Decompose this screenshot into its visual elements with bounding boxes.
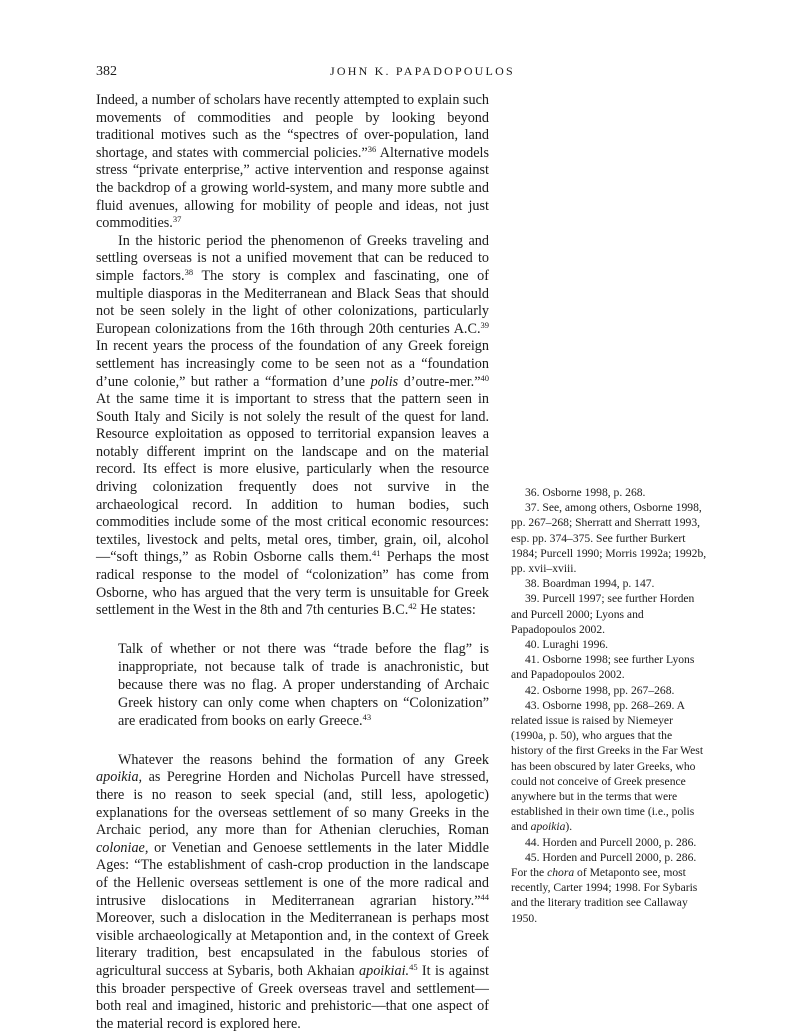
footnote-ref: 40 — [480, 372, 489, 383]
note-text: 41. Osborne 1998; see further Lyons and Papadopoulos 2002. — [511, 653, 695, 682]
main-text — [96, 92, 489, 1033]
footnotes-column — [511, 485, 707, 926]
note-text: 37. See, among others, Osborne 1998, pp. 267–268; Sherratt and Sherratt 1993, esp. pp. 374–375. See further Burkert 1984; Purcell 1990; Morris 1992a; 1992b, pp. xvii–xviii. — [511, 501, 707, 576]
note-text: 40. Luraghi 1996. — [525, 638, 609, 652]
italic-term: coloniae, — [96, 839, 149, 856]
italic-term: apoikia, — [96, 769, 143, 786]
paragraph-3 — [96, 752, 489, 1033]
footnote-40 — [511, 637, 707, 652]
paragraph-2 — [96, 233, 489, 620]
footnote-43 — [511, 698, 707, 835]
footnote-45 — [511, 850, 707, 926]
footnote-ref: 36 — [367, 143, 377, 154]
page-number: 382 — [96, 64, 117, 79]
note-text: of Metaponto see, most recently, Carter 1994; 1998. For Sybaris and the literary tradition see Callaway 1950. — [511, 866, 698, 925]
note-text: 44. Horden and Purcell 2000, p. 286. — [525, 835, 697, 849]
footnote-42 — [511, 683, 707, 698]
footnote-ref: 45 — [409, 961, 418, 972]
footnote-ref: 44 — [480, 891, 489, 902]
note-text: 42. Osborne 1998, pp. 267–268. — [525, 683, 675, 697]
text-run: or Venetian and Genoese settlements in the later Middle Ages: “The establishment of cash-crop production in the landscape of the Hellenic overseas settlement is one of the more radical and intrusive dislocations in Mediterranean agrarian history.” — [96, 839, 489, 909]
text-run: d’outre-mer.” — [398, 373, 481, 390]
footnote-ref: 37 — [172, 214, 182, 225]
text-run: Perhaps the most radical response to the model of “colonization” has come from Osborne, who has argued that the very term is unsuitable for Greek settlement in the West in the 8th and 7th centuries B.C. — [96, 549, 489, 619]
footnote-ref: 38 — [184, 266, 194, 277]
text-run: He states: — [416, 602, 476, 619]
text-run: as Peregrine Horden and Nicholas Purcell have stressed, there is no reason to seek special (and, still less, apologetic) explanations for the overseas settlement of so many Greeks in the Archaic period, any more than for Athenian cleruchies, Roman — [96, 769, 489, 839]
text-run: It is against this broader perspective of Greek overseas travel and settlement—both real and imagined, historic and prehistoric—that one aspect of the material record is explored here. — [96, 962, 489, 1032]
footnote-ref: 43 — [362, 711, 372, 722]
footnote-ref: 39 — [480, 319, 489, 330]
footnote-ref: 41 — [372, 548, 381, 559]
footnote-37 — [511, 500, 707, 576]
note-text: 45. Horden and Purcell 2000, p. 286. For the — [511, 850, 697, 880]
text-run: The story is complex and fascinating, one of multiple diasporas in the Mediterranean and Black Seas that should not be seen solely in the light of other colonizations, particularly European colonizations from the 16th through 20th centuries A.C. — [96, 267, 489, 337]
text-run: Indeed, a number of scholars have recently attempted to explain such movements of commodities and people by looking beyond traditional motives such as the “spectres of over-population, land shortage, and states with commercial policies.” — [96, 92, 489, 161]
footnote-38 — [511, 576, 707, 591]
footnote-39 — [511, 591, 707, 637]
footnote-41 — [511, 652, 707, 682]
italic-term: chora — [547, 866, 575, 880]
text-run: In recent years the process of the foundation of any Greek foreign settlement has increasingly come to be seen not as a “foundation d’une colonie,” but rather a “formation d’une — [96, 338, 489, 390]
note-text: 38. Boardman 1994, p. 147. — [525, 577, 655, 591]
footnote-ref: 42 — [408, 601, 417, 612]
footnote-44 — [511, 835, 707, 850]
italic-term: apoikiai. — [359, 962, 410, 979]
note-text: 36. Osborne 1998, p. 268. — [525, 486, 646, 499]
footnote-36 — [511, 485, 707, 500]
running-head: JOHN K. PAPADOPOULOS — [330, 64, 515, 78]
italic-term: apoikia — [530, 820, 566, 834]
text-run: At the same time it is important to stress that the pattern seen in South Italy and Sicily is not solely the result of the quest for land. Resource exploitation as opposed to territorial expansion leaves a notably different imprint on the landscape and on the material record. Its effect is more elusive, particularly when the resource driving colonization frequently does not survive in the archaeological record. In addition to human bodies, such commodities include some of the most critical economic resources: textiles, livestock and pelts, metal ores, timber, grain, oil, alcohol—“soft things,” as Robin Osborne calls them. — [96, 391, 489, 566]
text-run: In the historic period the phenomenon of Greeks traveling and settling overseas is not a unified movement that can be reduced to simple factors. — [96, 232, 489, 284]
note-text: 39. Purcell 1997; see further Horden and Purcell 2000; Lyons and Papadopoulos 2002. — [511, 592, 695, 636]
block-quote — [118, 640, 489, 730]
quote-text: Talk of whether or not there was “trade before the flag” is inappropriate, not because talk of trade is anachronistic, but because there was no flag. A proper understanding of Archaic Greek history can only come when chapters on “Colonization” are eradicated from books on early Greece. — [118, 640, 489, 729]
text-run: Alternative models stress “private enterprise,” active intervention and response against the backdrop of a growing world-system, and many more subtle and fluid avenues, allowing for mobility of people and ideas, not just commodities. — [96, 144, 489, 232]
text-run: Moreover, such a dislocation in the Mediterranean is perhaps most visible archaeologically at Metapontion and, in the context of Greek literary tradition, best encapsulated in the fabulous stories of agricultural success at Sybaris, both Akhaian — [96, 910, 489, 979]
text-run: Whatever the reasons behind the formation of any Greek — [118, 751, 489, 768]
italic-term: polis — [370, 373, 399, 390]
note-text: 43. Osborne 1998, pp. 268–269. A related issue is raised by Niemeyer (1990a, p. 50), who argues that the history of the first Greeks in the Far West has been obscured by later Greeks, who could not conceive of Greek presence anywhere but in the terms that were established in their own time (i.e., polis and — [511, 698, 704, 834]
paragraph-1 — [96, 92, 489, 233]
note-text: ). — [565, 820, 573, 834]
